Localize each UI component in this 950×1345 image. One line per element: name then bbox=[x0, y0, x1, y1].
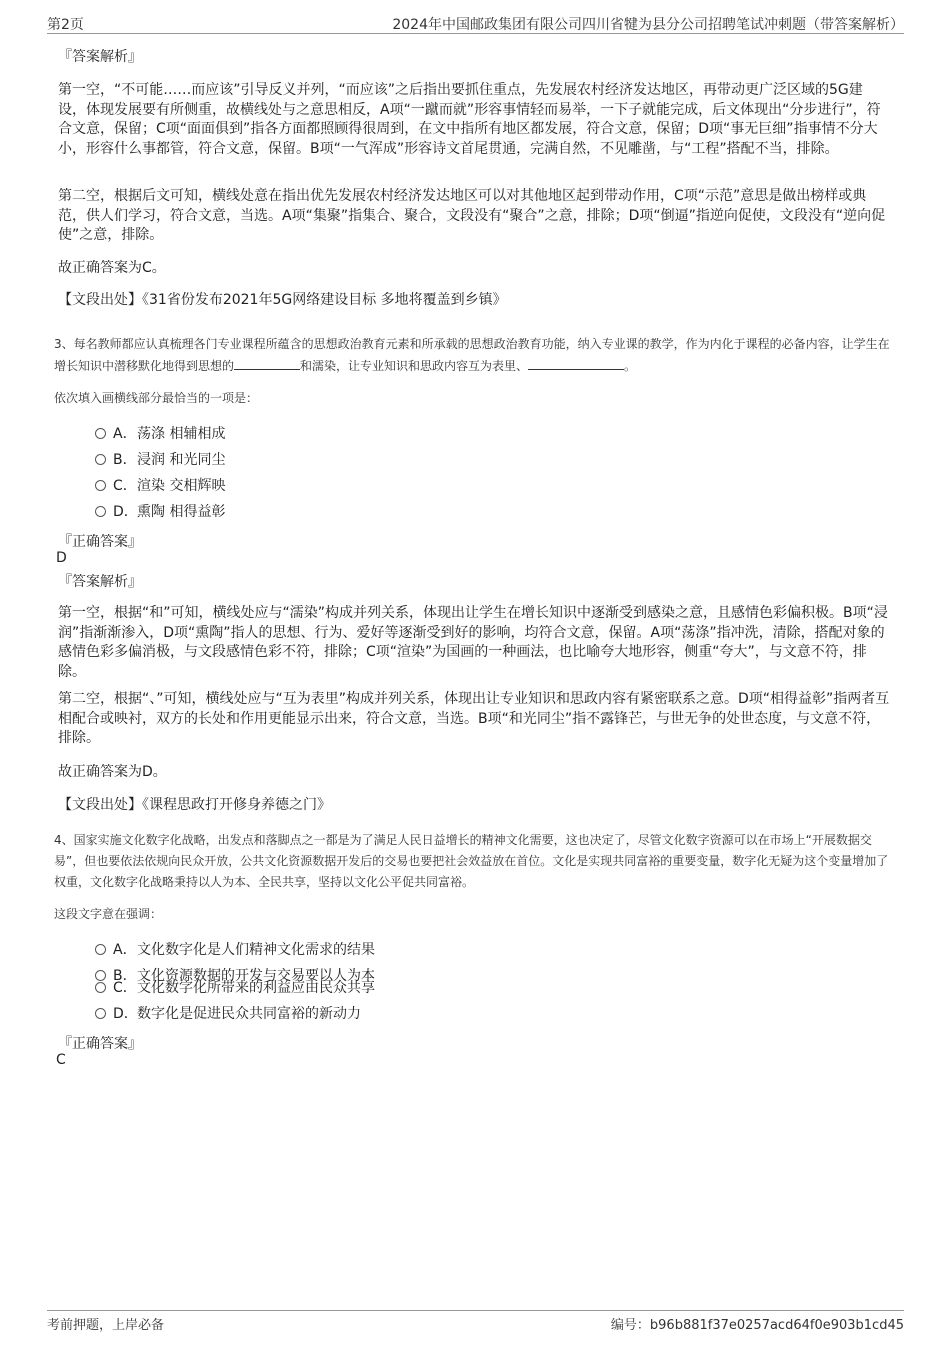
q3-analysis-paragraph-1: 第一空，根据“和”可知，横线处应与“濡染”构成并列关系，体现出让学生在增长知识中逐渐受到感染之意，且感情色彩偏积极。B项“浸润”指渐渐渗入，D项“熏陶”指人的思想、行为、爱好等逐渐受到好的影响，均符合文意，保留。A项“荡涤”指冲洗，清除，搭配对象的感情色彩多偏消极，与文段感情色彩不符，排除；C项“渲染”为国画的一种画法，也比喻夸大地形容，侧重“夸大”，与文意不符，排除。 bbox=[58, 605, 888, 680]
document-code-value: b96b881f37e0257acd64f0e903b1cd45 bbox=[649, 1318, 904, 1333]
option-key: A． bbox=[113, 426, 137, 442]
q4-answer-label: 『正确答案』 bbox=[58, 1036, 142, 1052]
radio-icon[interactable] bbox=[95, 480, 106, 491]
q4-option-a[interactable] bbox=[95, 941, 375, 959]
q3-analysis-label: 『答案解析』 bbox=[58, 574, 142, 590]
radio-icon[interactable] bbox=[95, 506, 106, 517]
q3-answer: D bbox=[56, 550, 67, 566]
document-title: 2024年中国邮政集团有限公司四川省犍为县分公司招聘笔试冲刺题（带答案解析） bbox=[392, 17, 904, 33]
q3-analysis-paragraph-2: 第二空，根据“、”可知，横线处应与“互为表里”构成并列关系，体现出让专业知识和思政内容有紧密联系之意。D项“相得益彰”指两者互相配合或映衬，双方的长处和作用更能显示出来，符合文意，当选。B项“和光同尘”指不露锋芒，与世无争的处世态度，与文意不符，排除。 bbox=[58, 691, 890, 746]
option-text: 数字化是促进民众共同富裕的新动力 bbox=[137, 1006, 361, 1022]
option-key: D． bbox=[113, 1006, 138, 1022]
q2-analysis-paragraph-2: 第二空，根据后文可知，横线处意在指出优先发展农村经济发达地区可以对其他地区起到带动作用，C项“示范”意思是做出榜样或典范，供人们学习，符合文意，当选。A项“集聚”指集合、聚合，文段没有“聚合”之意，排除；D项“倒逼”指逆向促使，文段没有“逆向促使”之意，排除。 bbox=[58, 188, 886, 243]
q3-prompt: 依次填入画横线部分最恰当的一项是： bbox=[54, 391, 259, 405]
radio-icon[interactable] bbox=[95, 944, 106, 955]
q3-stem-part-3: 。 bbox=[624, 359, 637, 373]
q3-blank-1 bbox=[234, 355, 300, 370]
document-code bbox=[611, 1314, 904, 1333]
option-key: B． bbox=[113, 968, 137, 984]
radio-icon[interactable] bbox=[95, 982, 106, 993]
option-key: C． bbox=[113, 980, 137, 996]
q3-conclusion: 故正确答案为D。 bbox=[58, 764, 167, 780]
q3-answer-label: 『正确答案』 bbox=[58, 534, 142, 550]
q4-stem: 4、国家实施文化数字化战略，出发点和落脚点之一都是为了满足人民日益增长的精神文化需要，这也决定了，尽管文化数字资源可以在市场上“开展数据交易”，但也要依法依规向民众开放，公共文化资源数据开发后的交易也要把社会效益放在首位。文化是实现共同富裕的重要变量，数字化无疑为这个变量增加了权重，文化数字化战略秉持以人为本、全民共享，坚持以文化公平促共同富裕。 bbox=[54, 833, 889, 889]
footer-divider bbox=[47, 1310, 904, 1311]
q2-conclusion: 故正确答案为C。 bbox=[58, 260, 166, 276]
q3-option-b[interactable] bbox=[95, 451, 225, 469]
q4-prompt: 这段文字意在强调： bbox=[54, 907, 163, 921]
option-key: B． bbox=[113, 452, 137, 468]
option-text: 文化资源数据的开发与交易要以人为本 bbox=[137, 968, 375, 984]
document-code-label: 编号： bbox=[610, 1318, 650, 1333]
q3-option-c[interactable] bbox=[95, 477, 225, 495]
q3-source: 【文段出处】《课程思政打开修身养德之门》 bbox=[58, 797, 331, 813]
option-key: A． bbox=[113, 942, 137, 958]
option-text: 文化数字化是人们精神文化需求的结果 bbox=[137, 942, 375, 958]
q2-analysis-label: 『答案解析』 bbox=[58, 49, 142, 65]
q4-answer: C bbox=[56, 1052, 66, 1068]
q3-stem bbox=[54, 334, 894, 377]
q4-option-d[interactable] bbox=[95, 1005, 361, 1023]
radio-icon[interactable] bbox=[95, 454, 106, 465]
option-text: 渲染 交相辉映 bbox=[137, 478, 226, 494]
q3-blank-2 bbox=[528, 355, 624, 370]
radio-icon[interactable] bbox=[95, 428, 106, 439]
option-text: 熏陶 相得益彰 bbox=[137, 504, 226, 520]
option-text: 文化数字化所带来的利益应由民众共享 bbox=[137, 980, 375, 996]
q2-analysis-paragraph-1: 第一空，“不可能……而应该”引导反义并列，“而应该”之后指出要抓住重点，先发展农村经济发达地区，再带动更广泛区域的5G建设，体现发展要有所侧重，故横线处与之意思相反，A项“一蹴而就”形容事情轻而易举，一下子就能完成，后文体现出“分步进行”，符合文意，保留；C项“面面俱到”指各方面都照顾得很周到，在文中指所有地区都发展，符合文意，保留；D项“事无巨细”指事情不分大小，形容什么事都管，符合文意，保留。B项“一气浑成”形容诗文首尾贯通，完满自然，不见雕凿，与“工程”搭配不当，排除。 bbox=[58, 82, 881, 157]
q4-option-c[interactable] bbox=[95, 979, 375, 997]
footer-slogan: 考前押题，上岸必备 bbox=[47, 1318, 165, 1333]
q3-stem-part-1: 3、每名教师都应认真梳理各门专业课程所蕴含的思想政治教育元素和所承载的思想政治教育功能，纳入专业课的教学，作为内化于课程的必备内容，让学生在增长知识中潜移默化地得到思想的 bbox=[54, 337, 890, 373]
page-number: 第2页 bbox=[47, 17, 84, 33]
header-divider bbox=[47, 33, 904, 34]
q2-source: 【文段出处】《31省份发布2021年5G网络建设目标 多地将覆盖到乡镇》 bbox=[58, 292, 507, 308]
q3-stem-part-2: 和濡染，让专业知识和思政内容互为表里、 bbox=[300, 359, 529, 373]
q3-option-d[interactable] bbox=[95, 503, 225, 521]
option-key: D． bbox=[113, 504, 138, 520]
option-text: 荡涤 相辅相成 bbox=[137, 426, 226, 442]
q3-option-a[interactable] bbox=[95, 425, 225, 443]
option-key: C． bbox=[113, 478, 137, 494]
option-text: 浸润 和光同尘 bbox=[137, 452, 226, 468]
radio-icon[interactable] bbox=[95, 1008, 106, 1019]
